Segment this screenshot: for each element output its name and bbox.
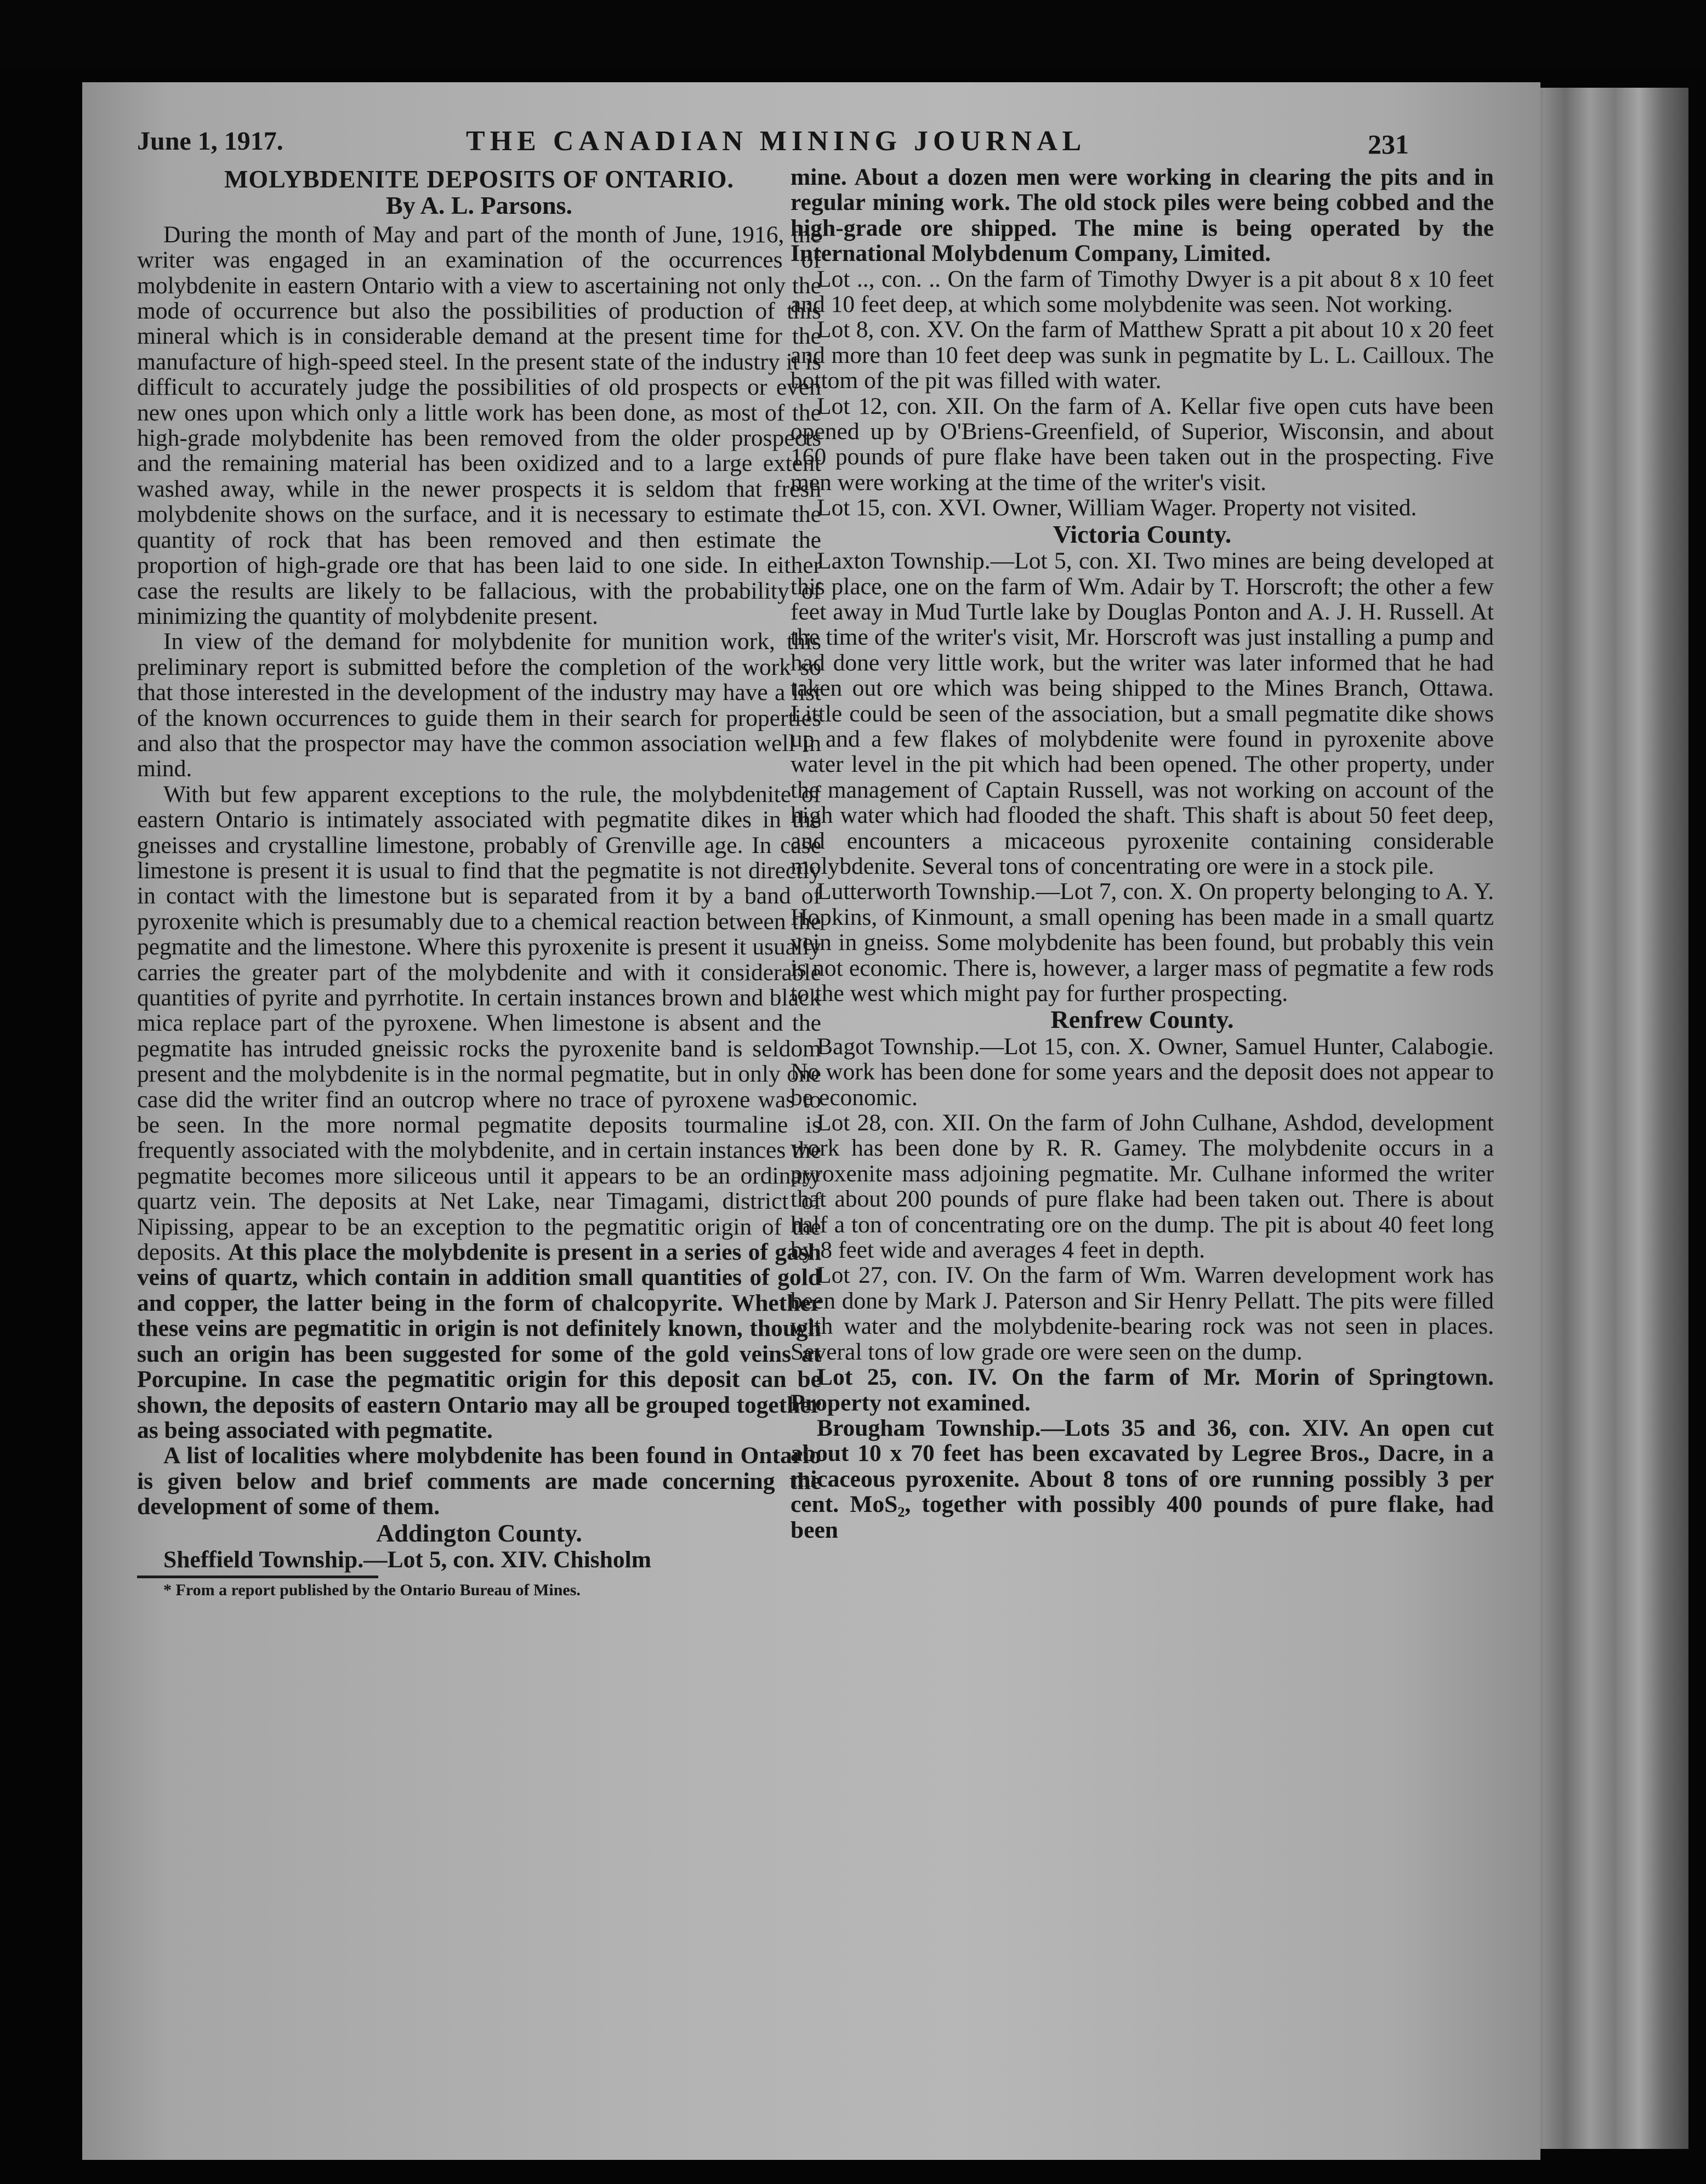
paragraph: Sheffield Township.—Lot 5, con. XIV. Chisholm — [163, 1546, 651, 1573]
paragraph-text-bold: At this place the molybdenite is present in a series of gash veins of quartz, which contain in addition small quantities of gold and copper, the latter being in the form of chalcopyrite. Whether these veins are pegmatitic in origin is not definitely known, though such an origin has been suggested for some of the gold veins at Porcupine. In case the pegmatitic origin for this deposit can be shown, the deposits of eastern Ontario may all be grouped together as being associated with pegmatite. — [137, 1239, 822, 1443]
paragraph: Lot 12, con. XII. On the farm of A. Kellar five open cuts have been opened up by O'Briens-Greenfield, of Superior, Wisconsin, and about 160 pounds of pure flake have been taken out in the prospecting. Five men were working at the time of the writer's visit. — [791, 393, 1494, 496]
county-heading: Addington County. — [376, 1518, 582, 1547]
footnote-rule — [137, 1576, 378, 1578]
paragraph: During the month of May and part of the month of June, 1916, the writer was engaged in an examination of the occurrences of molybdenite in eastern Ontario with a view to ascertaining not only the mode of occurrence but also the possibilities of production of this mineral which is in considerable demand at the present time for the manufacture of high-speed steel. In the present state of the industry it is difficult to accurately judge the possibilities of old prospects or even new ones upon which only a little work has been done, as most of the high-grade molybdenite has been removed from the older prospects and the remaining material has been oxidized and to a large extent washed away, while in the newer prospects it is seldom that fresh molybdenite shows on the surface, and it is necessary to estimate the quantity of rock that has been removed and then estimate the proportion of high-grade ore that has been laid to one side. In either case the results are likely to be fallacious, with the probability of minimizing the quantity of molybdenite present. — [137, 221, 821, 629]
issue-date: June 1, 1917. — [137, 127, 283, 156]
right-column — [791, 164, 1494, 1543]
paragraph: A list of localities where molybdenite has been found in Ontario is given below and brief comments are made concerning the development of some of them. — [137, 1442, 821, 1520]
paragraph: Lot 28, con. XII. On the farm of John Culhane, Ashdod, development work has been done by R. R. Gamey. The molybdenite occurs in a pyroxenite mass adjoining pegmatite. Mr. Culhane informed the writer that about 200 pounds of pure flake had been taken out. There is about half a ton of concentrating ore on the dump. The pit is about 40 feet long by 8 feet wide and averages 4 feet in depth. — [791, 1110, 1494, 1264]
paragraph: Lot .., con. .. On the farm of Timothy Dwyer is a pit about 8 x 10 feet and 10 feet deep, at which some molybdenite was seen. Not working. — [791, 265, 1494, 318]
county-heading: Renfrew County. — [1050, 1005, 1234, 1034]
paragraph: Lot 15, con. XVI. Owner, William Wager. Property not visited. — [817, 494, 1417, 521]
paragraph: Lot 25, con. IV. On the farm of Mr. Morin of Springtown. Property not examined. — [791, 1364, 1494, 1416]
paragraph: mine. About a dozen men were working in clearing the pits and in regular mining work. The old stock piles were being cobbed and the high-grade ore shipped. The mine is being operated by the International Molybdenum Company, Limited. — [791, 164, 1494, 267]
paragraph: Laxton Township.—Lot 5, con. XI. Two mines are being developed at this place, one on the farm of Wm. Adair by T. Horscroft; the other a few feet away in Mud Turtle lake by Douglas Ponton and A. J. H. Russell. At the time of the writer's visit, Mr. Horscroft was just installing a pump and had done very little work, but the writer was later informed that he had taken out ore which was being shipped to the Mines Branch, Ottawa. Little could be seen of the association, but a small pegmatite dike shows up and a few flakes of molybdenite were found in pyroxenite above water level in the pit which had been opened. The other property, under the management of Captain Russell, was not working on account of the high water which had flooded the shaft. This shaft is about 50 feet deep, and encounters a micaceous pyroxenite containing considerable molybdenite. Several tons of concentrating ore were in a stock pile. — [791, 548, 1494, 879]
journal-title: THE CANADIAN MINING JOURNAL — [466, 126, 1087, 157]
paragraph: Lutterworth Township.—Lot 7, con. X. On property belonging to A. Y. Hopkins, of Kinmount, a small opening has been made in a small quartz vein in gneiss. Some molybdenite has been found, but probably this vein is not economic. There is, however, a larger mass of pegmatite a few rods to the west which might pay for further prospecting. — [791, 878, 1494, 1006]
scan-border — [0, 0, 1706, 66]
paragraph: Lot 27, con. IV. On the farm of Wm. Warren development work has been done by Mark J. Paterson and Sir Henry Pellatt. The pits were filled with water and the molybdenite-bearing rock was not seen in places. Several tons of low grade ore were seen on the dump. — [791, 1262, 1494, 1365]
paragraph-text: With but few apparent exceptions to the rule, the molybdenite of eastern Ontario is intimately associated with pegmatite dikes in the gneisses and crystalline limestone, probably of Grenville age. In case limestone is present it is usual to find that the pegmatite is not directly in contact with the limestone but is separated from it by a band of pyroxenite which is presumably due to a chemical reaction between the pegmatite and the limestone. Where this pyroxenite is present it usually carries the greater part of the molybdenite and with it considerable quantities of pyrite and pyrrhotite. In certain instances brown and black mica replace part of the pyroxene. When limestone is absent and the pegmatite has intruded gneissic rocks the pyroxenite band is seldom present and the molybdenite is in the normal pegmatite, but in only one case did the writer find an outcrop where no trace of pyroxene was to be seen. In the more normal pegmatite deposits tourmaline is frequently associated with the molybdenite, and in certain instances the pegmatite becomes more siliceous until it appears to be an ordinary quartz vein. The deposits at Net Lake, near Timagami, district of Nipissing, appear to be an exception to the pegmatitic origin of the deposits. — [137, 781, 821, 1266]
paragraph: In view of the demand for molybdenite for munition work, this preliminary report is submitted before the completion of the work so that those interested in the development of the industry may have a list of the known occurrences to guide them in their search for properties and also that the prospector may have the common association well in mind. — [137, 628, 821, 782]
article-byline: By A. L. Parsons. — [386, 191, 572, 220]
article-title: MOLYBDENITE DEPOSITS OF ONTARIO. — [224, 165, 735, 193]
paragraph: Bagot Township.—Lot 15, con. X. Owner, Samuel Hunter, Calabogie. No work has been done for some years and the deposit does not appear to be economic. — [791, 1033, 1494, 1111]
left-column — [137, 164, 821, 1600]
book-page-edges — [1524, 88, 1688, 2149]
journal-page — [82, 82, 1540, 2160]
paragraph: Lot 8, con. XV. On the farm of Matthew Spratt a pit about 10 x 20 feet and more than 10 feet deep was sunk in pegmatite by L. L. Cailloux. The bottom of the pit was filled with water. — [791, 316, 1494, 394]
paragraph — [137, 782, 821, 1443]
footnote: * From a report published by the Ontario Bureau of Mines. — [163, 1581, 581, 1600]
paragraph: Brougham Township.—Lots 35 and 36, con. XIV. An open cut about 10 x 70 feet has been excavated by Legree Bros., Dacre, in a micaceous pyroxenite. About 8 tons of ore running possibly 3 per cent. MoS₂, together with possibly 400 pounds of pure flake, had been — [791, 1414, 1494, 1543]
running-header — [82, 121, 1540, 164]
county-heading: Victoria County. — [1053, 520, 1232, 548]
page-number: 231 — [1368, 129, 1409, 160]
